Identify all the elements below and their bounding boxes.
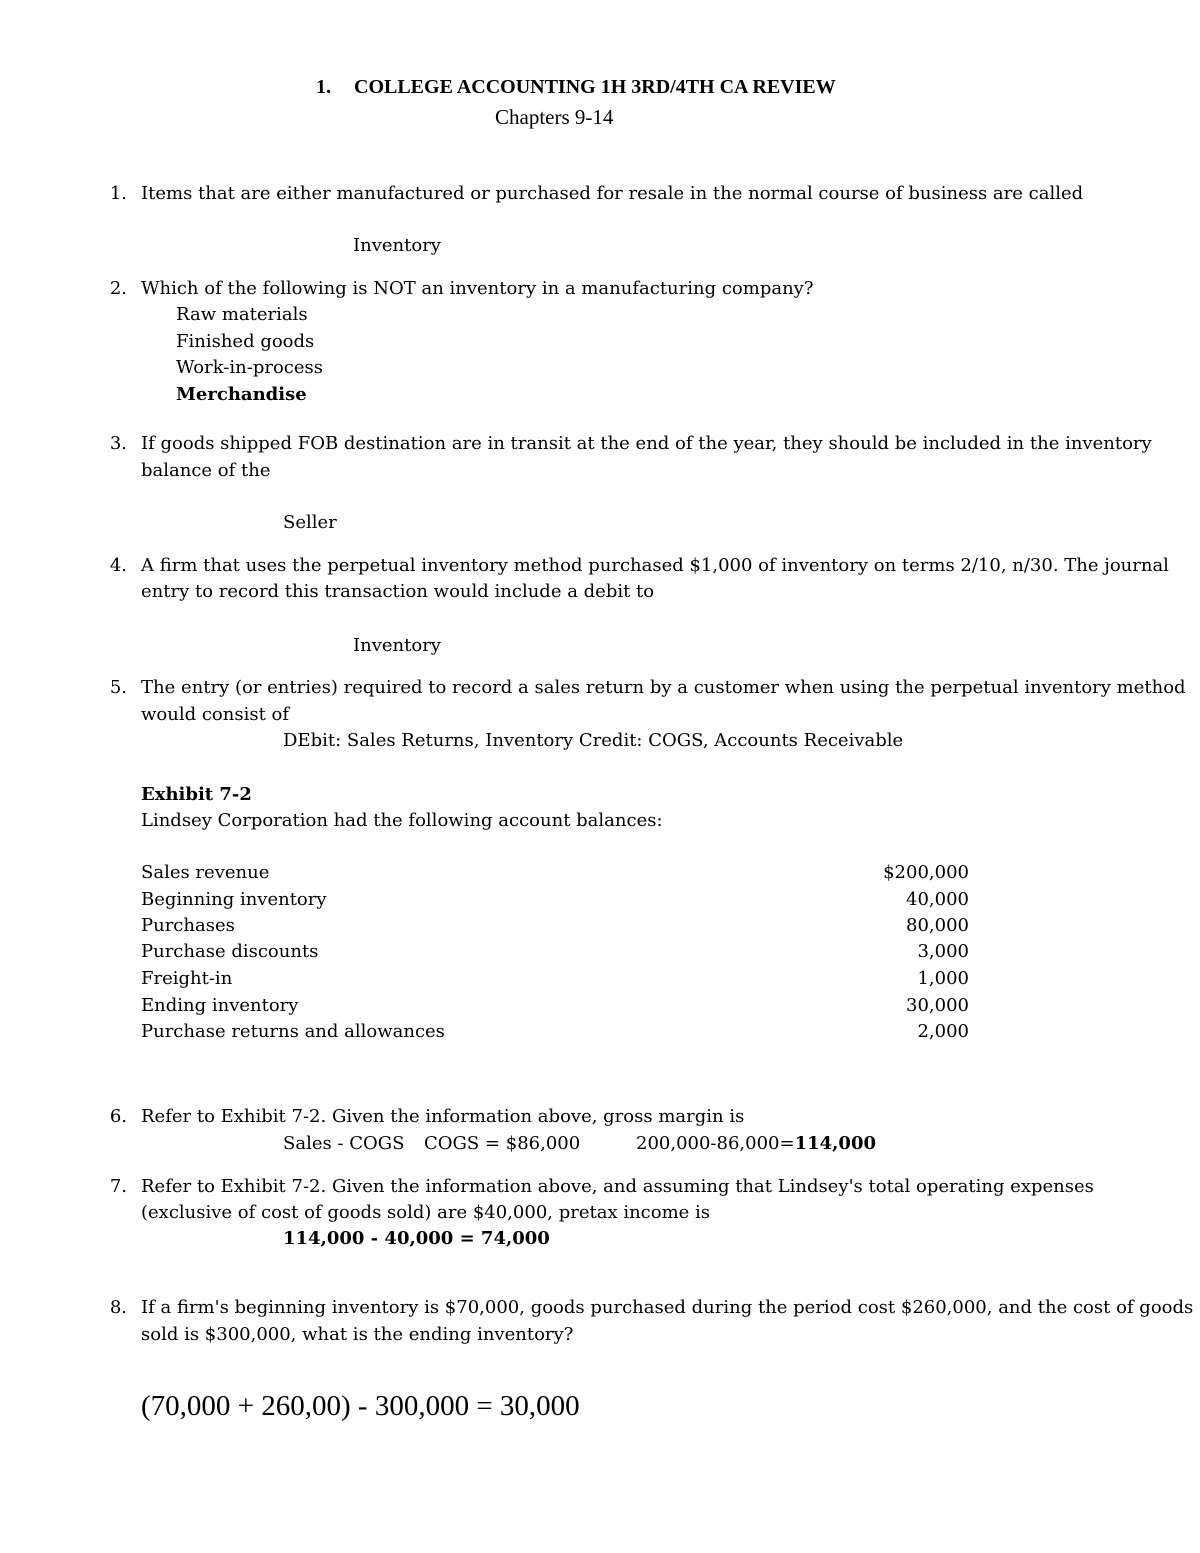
question-text-line1: The entry (or entries) required to record a sales return by a customer when using the perpetual inventory method: [141, 677, 1186, 698]
answer-text: Seller: [283, 512, 337, 533]
question-number: 3.: [109, 433, 127, 454]
question-text: Which of the following is NOT an inventory in a manufacturing company?: [141, 278, 814, 299]
question-number: 1.: [109, 183, 127, 204]
question-number: 8.: [109, 1297, 127, 1318]
question-number: 5.: [109, 677, 127, 698]
row-label: Sales revenue: [141, 862, 270, 883]
question-text-line1: A firm that uses the perpetual inventory method purchased $1,000 of inventory on terms 2/10, n/30. The journal: [141, 555, 1169, 576]
row-amount: 30,000: [906, 995, 969, 1016]
question-text: Refer to Exhibit 7-2. Given the information above, gross margin is: [141, 1106, 745, 1127]
answer-text: Inventory: [353, 635, 441, 656]
row-amount: 40,000: [906, 889, 969, 910]
answer-text: 114,000: [794, 1133, 877, 1154]
exhibit-intro: Lindsey Corporation had the following account balances:: [141, 810, 663, 831]
option-merchandise-answer: Merchandise: [176, 384, 307, 405]
answer-text: 114,000 - 40,000 = 74,000: [283, 1228, 550, 1249]
row-amount: 1,000: [917, 968, 969, 989]
row-label: Beginning inventory: [141, 889, 327, 910]
question-number: 7.: [109, 1176, 127, 1197]
question-text-line2: (exclusive of cost of goods sold) are $40,000, pretax income is: [141, 1202, 711, 1223]
page-title: COLLEGE ACCOUNTING 1H 3RD/4TH CA REVIEW: [354, 76, 836, 98]
row-label: Purchase discounts: [141, 941, 319, 962]
exhibit-title: Exhibit 7-2: [141, 784, 252, 805]
row-amount: 3,000: [917, 941, 969, 962]
row-amount: 2,000: [917, 1021, 969, 1042]
option-finished-goods: Finished goods: [176, 331, 315, 352]
row-amount: 80,000: [906, 915, 969, 936]
question-text-line1: Refer to Exhibit 7-2. Given the information above, and assuming that Lindsey's total operating expenses: [141, 1176, 1094, 1197]
question-text-line2: balance of the: [141, 460, 271, 481]
question-number: 2.: [109, 278, 127, 299]
question-text: Items that are either manufactured or purchased for resale in the normal course of business are called: [141, 183, 1084, 204]
answer-text: Inventory: [353, 235, 441, 256]
question-text-line2: would consist of: [141, 704, 290, 725]
question-text-line1: If goods shipped FOB destination are in transit at the end of the year, they should be included in the inventory: [141, 433, 1152, 454]
question-text-line1: If a firm's beginning inventory is $70,000, goods purchased during the period cost $260,000, and the cost of goods: [141, 1297, 1194, 1318]
question-number: 4.: [109, 555, 127, 576]
row-label: Purchases: [141, 915, 235, 936]
row-amount: $200,000: [883, 862, 969, 883]
row-label: Ending inventory: [141, 995, 299, 1016]
answer-text: DEbit: Sales Returns, Inventory Credit: COGS, Accounts Receivable: [283, 730, 904, 751]
question-text-line2: sold is $300,000, what is the ending inventory?: [141, 1324, 574, 1345]
row-label: Freight-in: [141, 968, 233, 989]
option-raw-materials: Raw materials: [176, 304, 308, 325]
question-number: 6.: [109, 1106, 127, 1127]
row-label: Purchase returns and allowances: [141, 1021, 445, 1042]
calculation-text: 200,000-86,000=: [636, 1133, 795, 1154]
answer-text: (70,000 + 260,00) - 300,000 = 30,000: [141, 1390, 580, 1422]
work-calculation: [636, 1133, 876, 1154]
work-cogs-value: COGS = $86,000: [424, 1133, 581, 1154]
option-work-in-process: Work-in-process: [176, 357, 323, 378]
page-subtitle: Chapters 9-14: [495, 105, 614, 129]
question-text-line2: entry to record this transaction would include a debit to: [141, 581, 655, 602]
work-sales-cogs: Sales - COGS: [283, 1133, 405, 1154]
title-number: 1.: [316, 76, 331, 98]
